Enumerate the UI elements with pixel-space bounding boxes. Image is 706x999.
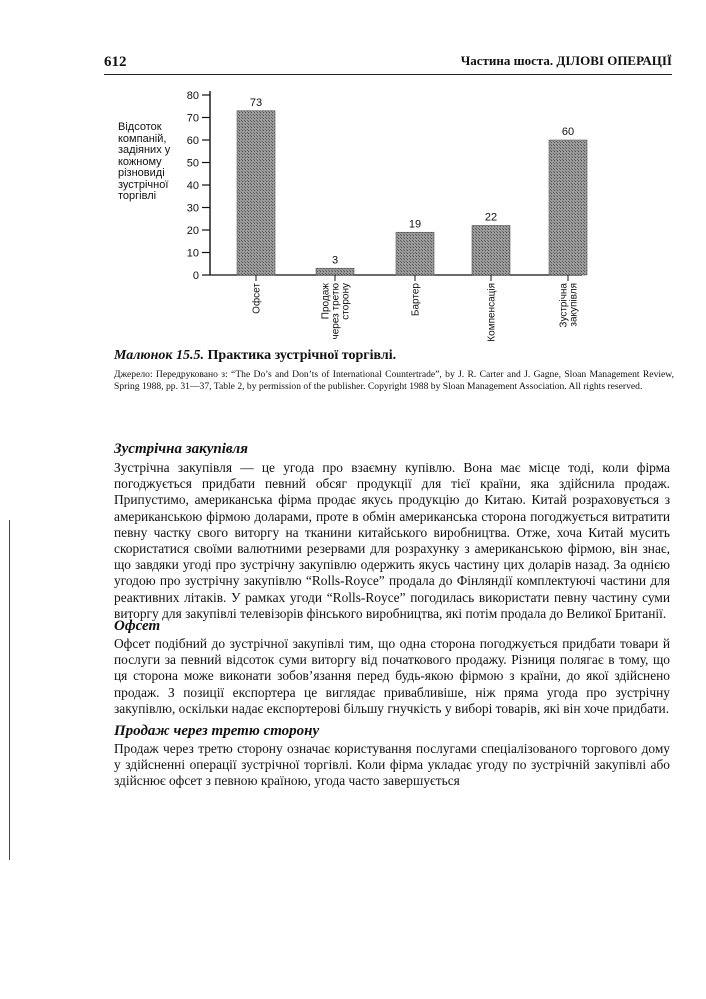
bar-chart bbox=[110, 85, 670, 347]
chart-bar bbox=[472, 226, 510, 276]
chart-category-label-line: Продаж bbox=[320, 283, 332, 320]
chart-category-label-line: Компенсація bbox=[486, 283, 498, 342]
figure-caption-label: Малюнок 15.5. bbox=[114, 348, 205, 363]
chart-bar bbox=[396, 232, 434, 275]
chart-value-label: 3 bbox=[331, 254, 339, 267]
section-text-third-party: Продаж через третю сторону означає користування послугами спеціалізованого торгового дому у здійсненні операції зустрічної торгівлі. Коли фірма укладає угоду по зустрічній закупівлі або здійснює офсет з певною країною, угода часто завершується bbox=[114, 741, 670, 789]
section-heading-counterpurchase: Зустрічна закупівля bbox=[114, 441, 248, 457]
chart-y-tick-label: 10 bbox=[186, 247, 199, 260]
chart-category-label-line: Бартер bbox=[410, 283, 422, 317]
scan-margin-line bbox=[9, 520, 10, 860]
chart-bar bbox=[316, 268, 354, 275]
chart-value-label: 73 bbox=[249, 96, 263, 109]
chart-y-tick-label: 70 bbox=[186, 112, 199, 125]
section-heading-offset: Офсет bbox=[114, 618, 161, 634]
page-number: 612 bbox=[104, 54, 127, 70]
chart-y-tick-label: 50 bbox=[186, 157, 199, 170]
running-head-part: Частина шоста. bbox=[460, 53, 554, 68]
chart-y-tick-label: 40 bbox=[186, 180, 199, 192]
chart-category-label-line: Зустрічна bbox=[558, 283, 570, 328]
running-head-title: ДІЛОВІ ОПЕРАЦІЇ bbox=[556, 53, 672, 68]
chart-category-label-line: закупівля bbox=[568, 283, 580, 327]
figure-source-note: Джерело: Передруковано з: “The Do’s and Don’ts of International Countertrade”, by J. R. Carter and J. Gagne, Sloan Management Review, Spring 1988, pp. 31—37, Table 2, by permission of the publisher. Copyright 1988 by Sloan Management Association. All rights reserved. bbox=[114, 369, 674, 392]
chart-y-tick-label: 80 bbox=[186, 90, 199, 102]
chart-value-label: 19 bbox=[408, 218, 422, 231]
chart-value-label: 60 bbox=[561, 126, 575, 138]
chart-y-tick-label: 0 bbox=[192, 270, 199, 282]
figure-caption-text: Практика зустрічної торгівлі. bbox=[207, 348, 397, 363]
section-text-counterpurchase: Зустрічна закупівля — це угода про взаємну купівлю. Вона має місце тоді, коли фірма погоджується придбати певний обсяг продукції для тієї країни, яка здійснила продаж. Припустимо, американська фірма продає якусь продукцію до Китаю. Китай розраховується з американською фірмою доларами, проте в обмін американська сторона погоджується витратити певну частку свого виторгу на тканини китайського виробництва. Отже, хоча Китай мусить скористатися своїми валютними резервами для розрахунку з американською фірмою, він знає, що завдяки угоді про зустрічну закупівлю одержить якусь частину цих доларів назад. За однією угодою про зустрічну закупівлю “Rolls-Royce” продала до Фінляндії комплектуючі частини для реактивних літаків. У рамках угоди “Rolls-Royce” погодилась використати певну частину суми виторгу для закупівлі телевізорів фінського виробництва, які потім продала до Великої Британії. bbox=[114, 460, 670, 621]
chart-y-tick-label: 20 bbox=[186, 225, 199, 237]
chart-category-label bbox=[411, 283, 422, 316]
chart-category-label bbox=[487, 283, 498, 342]
chart-canvas bbox=[110, 85, 670, 347]
chart-category-label bbox=[321, 283, 352, 340]
chart-y-tick-label: 60 bbox=[186, 135, 199, 147]
chart-bar bbox=[549, 140, 587, 275]
chart-y-axis-label: Відсоток компаній, задіяних у кожному різновиді зустрічної торгівлі bbox=[118, 121, 171, 202]
running-head bbox=[461, 53, 672, 69]
figure-caption bbox=[114, 348, 674, 364]
chart-value-label: 22 bbox=[484, 211, 498, 224]
section-heading-third-party: Продаж через третю сторону bbox=[114, 723, 320, 739]
chart-category-label bbox=[559, 283, 580, 328]
chart-category-label-line: через третю bbox=[330, 283, 342, 340]
page-header bbox=[104, 52, 672, 75]
chart-bar bbox=[237, 111, 275, 275]
section-text-offset: Офсет подібний до зустрічної закупівлі тим, що одна сторона погоджується придбати товари й послуги за певний відсоток суми виторгу від початкового продажу. Різниця полягає в тому, що ця сторона може виконати зобов’язання перед будь-якою фірмою з країни, до якої здійснено продаж. З позиції експортера це виглядає привабливіше, ніж пряма угода про зустрічну закупівлю, оскільки надає експортерові більшу гнучкість у виборі товарів, які він хоче придбати. bbox=[114, 636, 670, 716]
chart-category-label bbox=[251, 283, 263, 314]
chart-y-tick-label: 30 bbox=[186, 202, 199, 215]
chart-category-label-line: Офсет bbox=[251, 283, 263, 314]
chart-category-label-line: сторону bbox=[340, 283, 352, 320]
